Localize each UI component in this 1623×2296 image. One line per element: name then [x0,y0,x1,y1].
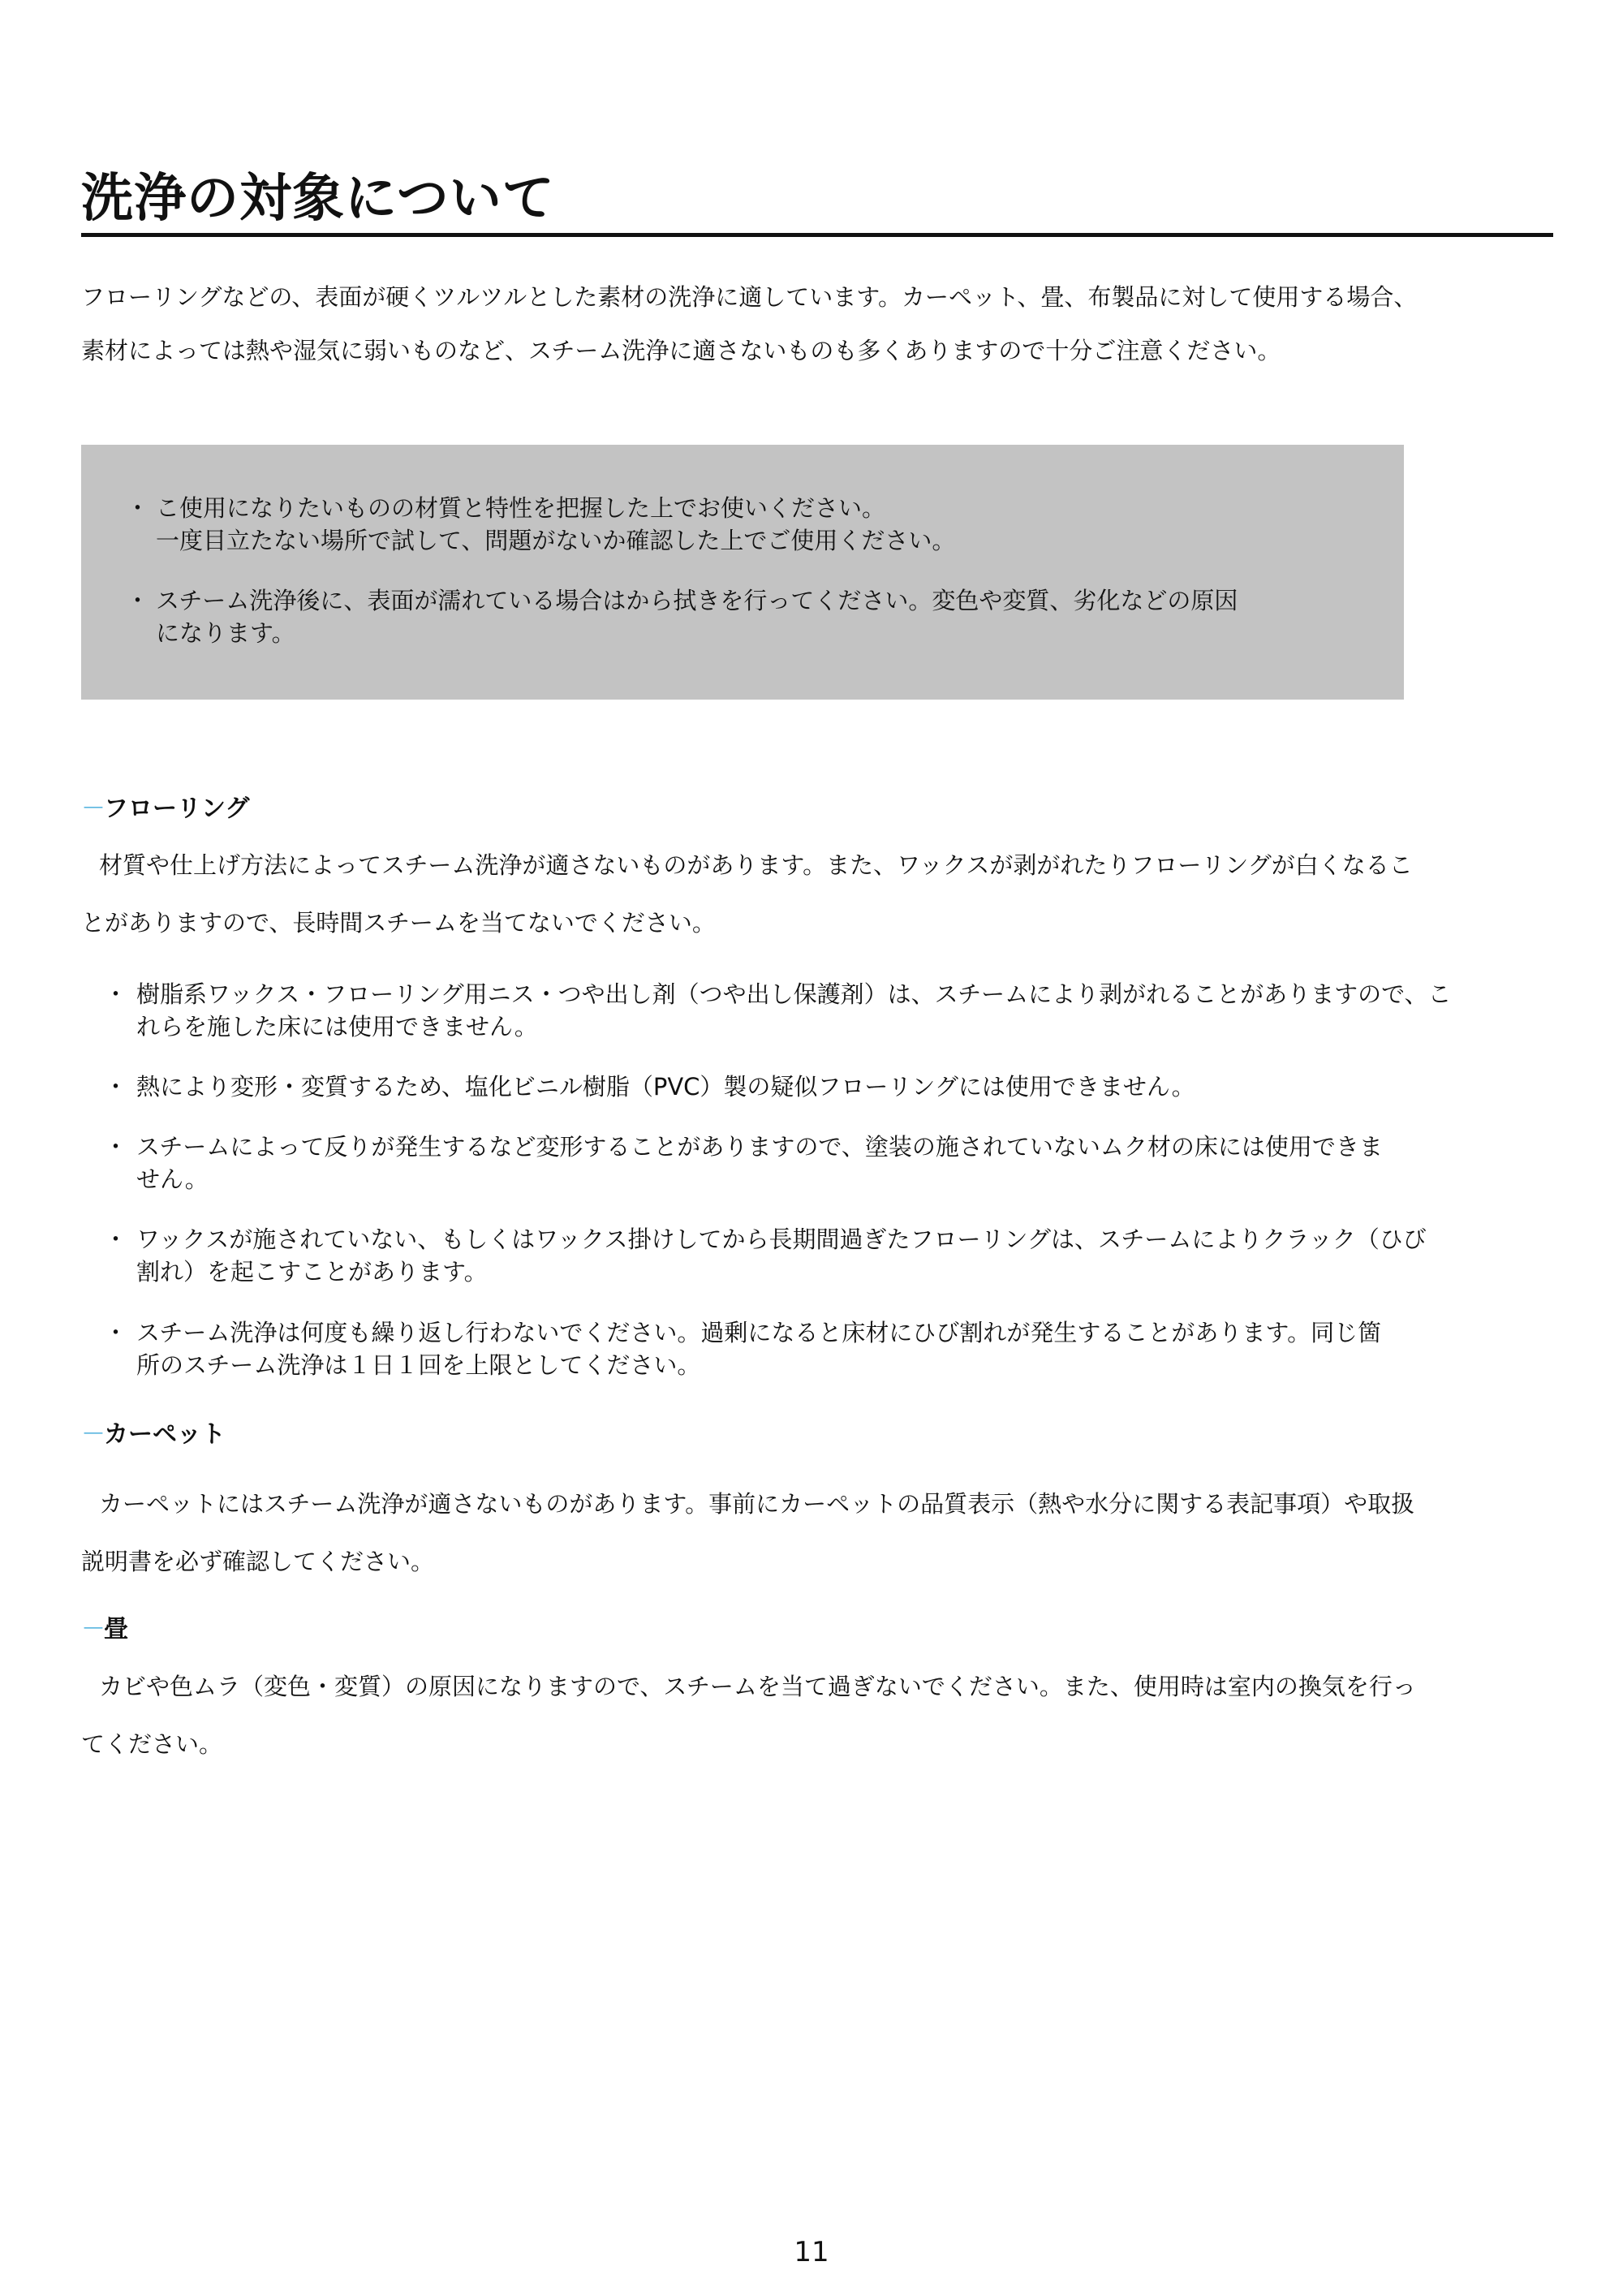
section-heading-flooring [81,793,249,825]
bullet-icon: ・ [104,1226,128,1253]
section-heading-text: フローリング [104,795,250,823]
carpet-body-line-1: カーペットにはスチーム洗浄が適さないものがあります。事前にカーペットの品質表示（熱や水分に関する表記事項）や取扱 [99,1490,1415,1518]
carpet-body-line-2: 説明書を必ず確認してください。 [81,1548,435,1575]
page-title: 洗浄の対象について [81,169,555,229]
dash-icon: － [81,1615,105,1643]
note-line-2: になります。 [156,619,295,647]
section-heading-text: 畳 [104,1615,128,1643]
bullet-line-2: 所のスチーム洗浄は１日１回を上限としてください。 [136,1351,701,1379]
bullet-icon: ・ [126,587,150,614]
dash-icon: － [81,1420,105,1449]
note-line-1: こ使用になりたいものの材質と特性を把握した上でお使いください。 [156,494,886,522]
bullet-icon: ・ [126,494,150,522]
flooring-body-line-2: とがありますので、長時間スチームを当てないでください。 [81,909,716,937]
section-heading-text: カーペット [104,1420,226,1449]
bullet-line-2: れらを施した床には使用できません。 [136,1013,538,1040]
bullet-line-1: スチーム洗浄は何度も繰り返し行わないでください。過剰になると床材にひび割れが発生することがあります。同じ箇 [136,1319,1382,1346]
caution-note-box [81,445,1404,700]
bullet-line-1: ワックスが施されていない、もしくはワックス掛けしてから長期間過ぎたフローリングは、スチームによりクラック（ひび [136,1226,1427,1253]
intro-line-2: 素材によっては熱や湿気に弱いものなど、スチーム洗浄に適さないものも多くありますので十分ご注意ください。 [81,337,1281,364]
bullet-icon: ・ [104,980,128,1008]
bullet-line-2: せん。 [136,1165,209,1193]
note-line-1: スチーム洗浄後に、表面が濡れている場合はから拭きを行ってください。変色や変質、劣化などの原因 [156,587,1238,614]
note-line-2: 一度目立たない場所で試して、問題がないか確認した上でご使用ください。 [156,527,956,554]
intro-line-1: フローリングなどの、表面が硬くツルツルとした素材の洗浄に適しています。カーペット、畳、布製品に対して使用する場合、 [81,283,1418,311]
bullet-line-1: スチームによって反りが発生するなど変形することがありますので、塗装の施されていないムク材の床には使用できま [136,1133,1383,1161]
dash-icon: － [81,795,105,823]
bullet-icon: ・ [104,1319,128,1346]
page-number: 11 [794,2236,829,2268]
bullet-icon: ・ [104,1133,128,1161]
flooring-body-line-1: 材質や仕上げ方法によってスチーム洗浄が適さないものがあります。また、ワックスが剥がれたりフローリングが白くなるこ [99,851,1413,879]
tatami-body-line-1: カビや色ムラ（変色・変質）の原因になりますので、スチームを当て過ぎないでください。また、使用時は室内の換気を行っ [99,1673,1416,1700]
section-heading-tatami [81,1613,128,1646]
bullet-icon: ・ [104,1073,128,1101]
bullet-line-1: 樹脂系ワックス・フローリング用ニス・つや出し剤（つや出し保護剤）は、スチームにより剥がれることがありますので、こ [136,980,1452,1008]
bullet-line-2: 割れ）を起こすことがあります。 [136,1258,488,1286]
bullet-line-1: 熱により変形・変質するため、塩化ビニル樹脂（PVC）製の疑似フローリングには使用できません。 [136,1073,1195,1101]
title-underline [81,233,1553,237]
tatami-body-line-2: てください。 [81,1730,223,1758]
section-heading-carpet [81,1419,226,1451]
